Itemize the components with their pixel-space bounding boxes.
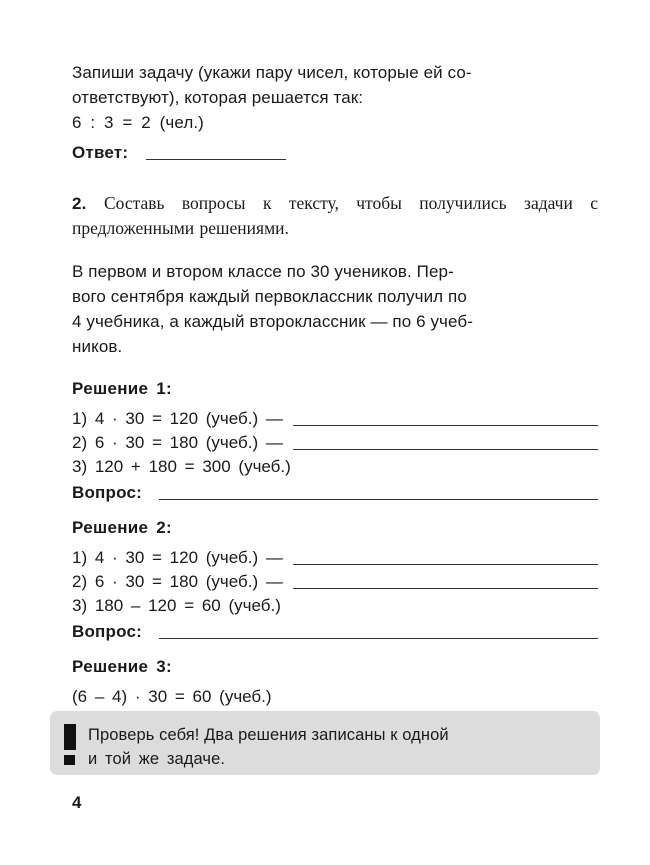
task1-equation: 6 : 3 = 2 (чел.)	[72, 113, 204, 132]
task2-story	[72, 259, 598, 359]
task2-story-line2: вого сентября каждый первоклассник получил по	[72, 287, 467, 306]
solution-question-line	[72, 620, 598, 644]
solution-step	[72, 431, 598, 455]
task2-instruction-text: Составь вопросы к тексту, чтобы получились задачи с предложенными решениями.	[72, 193, 599, 238]
callout-text	[88, 723, 584, 771]
check-yourself-callout	[50, 711, 600, 775]
task1-block	[72, 60, 598, 165]
question-blank-rule[interactable]	[159, 638, 598, 639]
page-number: 4	[72, 793, 82, 812]
answer-blank-rule[interactable]	[146, 159, 286, 160]
callout-line2: и той же задаче.	[88, 750, 226, 768]
question-label: Вопрос:	[72, 483, 142, 502]
solution-heading: Решение 3:	[72, 657, 173, 676]
callout-line1: Проверь себя! Два решения записаны к одной	[88, 726, 449, 744]
solution-step-blank-rule[interactable]	[293, 425, 598, 426]
task2-story-line4: ников.	[72, 337, 123, 356]
solution-block-2	[72, 516, 598, 644]
solution-heading: Решение 2:	[72, 518, 173, 537]
solution-step-expression: 1) 4 · 30 = 120 (учеб.) —	[72, 409, 283, 428]
task2-number: 2.	[72, 194, 87, 213]
page-content	[72, 60, 598, 735]
solution-question-line	[72, 481, 598, 505]
task2-block	[72, 191, 598, 735]
solution-step	[72, 570, 598, 594]
solution-heading: Решение 1:	[72, 379, 173, 398]
task2-instruction	[72, 191, 598, 241]
solution-step-expression: 1) 4 · 30 = 120 (учеб.) —	[72, 548, 283, 567]
solution-step	[72, 407, 598, 431]
solution-step-blank-rule[interactable]	[293, 588, 598, 589]
task1-answer-line	[72, 141, 598, 165]
task2-story-line3: 4 учебника, а каждый второклассник — по 6 учеб-	[72, 312, 473, 331]
solution-step-expression: 2) 6 · 30 = 180 (учеб.) —	[72, 433, 283, 452]
solution-step-expression: 2) 6 · 30 = 180 (учеб.) —	[72, 572, 283, 591]
question-blank-rule[interactable]	[159, 499, 598, 500]
solution-block-1	[72, 377, 598, 505]
solution-step-expression: 3) 180 – 120 = 60 (учеб.)	[72, 596, 281, 615]
solution-step-blank-rule[interactable]	[293, 564, 598, 565]
solution-step	[72, 546, 598, 570]
task2-story-line1: В первом и втором классе по 30 учеников. Пер-	[72, 262, 454, 281]
task1-prompt-line1: Запиши задачу (укажи пару чисел, которые ей со-	[72, 63, 472, 82]
solution-step-expression: (6 – 4) · 30 = 60 (учеб.)	[72, 687, 272, 706]
task1-prompt-line2: ответствуют), которая решается так:	[72, 88, 364, 107]
solution-step-expression: 3) 120 + 180 = 300 (учеб.)	[72, 457, 291, 476]
solution-step-blank-rule[interactable]	[293, 449, 598, 450]
question-label: Вопрос:	[72, 622, 142, 641]
answer-label: Ответ:	[72, 143, 129, 162]
exclamation-mark-icon	[62, 724, 79, 768]
